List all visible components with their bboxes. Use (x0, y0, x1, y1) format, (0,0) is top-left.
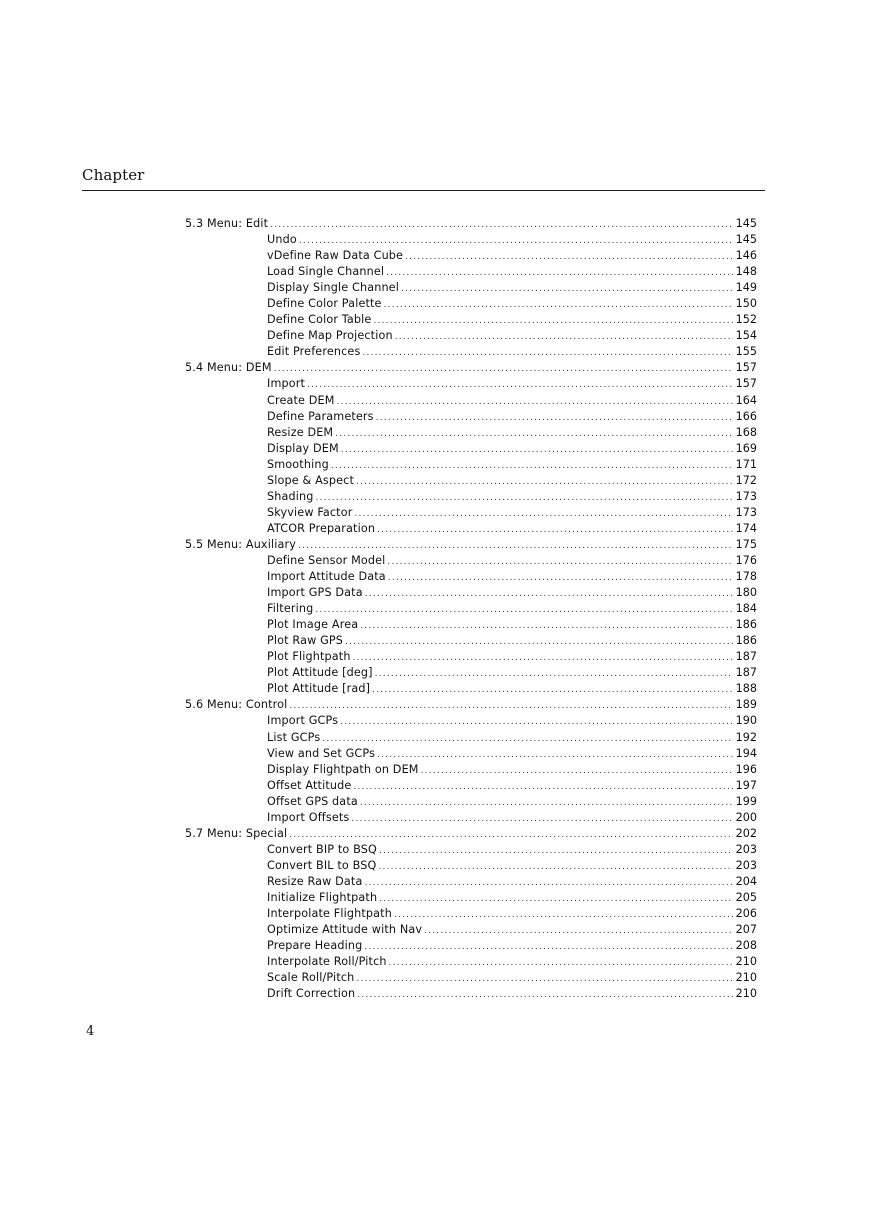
toc-entry-label: Resize Raw Data (267, 874, 363, 888)
toc-subentry (185, 505, 757, 521)
toc-page-number: 180 (735, 586, 757, 600)
toc-page-number: 169 (735, 441, 757, 455)
toc-entry-label: Drift Correction (267, 987, 356, 1001)
toc-entry-label: Plot Flightpath (267, 650, 351, 664)
toc-entry-label: Import Attitude Data (267, 570, 386, 584)
toc-page-number: 203 (735, 842, 757, 856)
toc-entry-label: Smoothing (267, 457, 329, 471)
dot-leader (421, 763, 733, 779)
toc-subentry (185, 730, 757, 746)
dot-leader (353, 650, 733, 666)
toc-page-number: 202 (735, 826, 757, 840)
toc-page-number: 199 (735, 794, 757, 808)
toc-entry-label: Display Flightpath on DEM (267, 762, 419, 776)
dot-leader (315, 602, 733, 618)
toc-page-number: 210 (735, 955, 757, 969)
toc-page-number: 194 (735, 746, 757, 760)
dot-leader (360, 795, 733, 811)
toc-page-number: 172 (735, 473, 757, 487)
toc-entry-label: Initialize Flightpath (267, 890, 378, 904)
toc-entry-label: 5.4 Menu: DEM (185, 361, 272, 375)
toc-subentry (185, 393, 757, 409)
toc-page-number: 146 (735, 249, 757, 263)
dot-leader (394, 907, 733, 923)
toc-subentry (185, 938, 757, 954)
running-header: Chapter (82, 166, 145, 184)
toc-entry-label: Undo (267, 233, 297, 247)
toc-entry-label: Shading (267, 489, 314, 503)
dot-leader (270, 217, 733, 233)
toc-page-number: 186 (735, 618, 757, 632)
toc-subentry (185, 376, 757, 392)
toc-subentry (185, 264, 757, 280)
toc-entry-label: vDefine Raw Data Cube (267, 249, 404, 263)
toc-entry-label: Define Color Table (267, 313, 372, 327)
toc-entry-label: Interpolate Flightpath (267, 907, 392, 921)
toc-entry-label: Prepare Heading (267, 939, 363, 953)
toc-subentry (185, 248, 757, 264)
toc-subentry (185, 457, 757, 473)
dot-leader (379, 891, 733, 907)
dot-leader (274, 361, 733, 377)
dot-leader (354, 506, 733, 522)
dot-leader (364, 939, 733, 955)
toc-page-number: 154 (735, 329, 757, 343)
dot-leader (389, 955, 733, 971)
toc-subentry (185, 569, 757, 585)
toc-entry-label: ATCOR Preparation (267, 521, 376, 535)
dot-leader (289, 827, 733, 843)
toc-page-number: 171 (735, 457, 757, 471)
toc-page-number: 174 (735, 521, 757, 535)
dot-leader (424, 923, 733, 939)
toc-page-number: 164 (735, 393, 757, 407)
toc-subentry (185, 312, 757, 328)
toc-entry-label: Filtering (267, 602, 314, 616)
dot-leader (377, 747, 733, 763)
toc-subentry (185, 890, 757, 906)
toc-page-number: 187 (735, 666, 757, 680)
toc-entry-label: Offset GPS data (267, 794, 358, 808)
toc-page-number: 155 (735, 345, 757, 359)
toc-page-number: 208 (735, 939, 757, 953)
toc-entry-label: Optimize Attitude with Nav (267, 923, 423, 937)
dot-leader (387, 554, 733, 570)
dot-leader (322, 731, 733, 747)
toc-entry-label: Plot Attitude [deg] (267, 666, 373, 680)
toc-subentry (185, 794, 757, 810)
toc-subentry (185, 842, 757, 858)
dot-leader (357, 987, 733, 1003)
dot-leader (364, 875, 733, 891)
toc-subentry (185, 681, 757, 697)
toc-subentry (185, 328, 757, 344)
toc-subentry (185, 425, 757, 441)
dot-leader (375, 666, 733, 682)
page-number: 4 (86, 1024, 95, 1039)
dot-leader (337, 394, 733, 410)
dot-leader (372, 682, 733, 698)
dot-leader (307, 377, 733, 393)
dot-leader (335, 426, 733, 442)
toc-entry-label: Import GCPs (267, 714, 339, 728)
toc-subentry (185, 489, 757, 505)
toc-section-entry (185, 360, 757, 376)
toc-page-number: 175 (735, 537, 757, 551)
dot-leader (345, 634, 733, 650)
toc-subentry (185, 553, 757, 569)
dot-leader (356, 971, 733, 987)
dot-leader (388, 570, 733, 586)
toc-page-number: 166 (735, 409, 757, 423)
toc-page-number: 189 (735, 698, 757, 712)
toc-page-number: 203 (735, 858, 757, 872)
toc-subentry (185, 986, 757, 1002)
dot-leader (373, 313, 733, 329)
toc-page-number: 192 (735, 730, 757, 744)
toc-entry-label: Import GPS Data (267, 586, 363, 600)
dot-leader (365, 586, 733, 602)
toc-page-number: 157 (735, 377, 757, 391)
dot-leader (289, 698, 733, 714)
toc-page-number: 145 (735, 217, 757, 230)
toc-section-entry (185, 826, 757, 842)
toc-subentry (185, 746, 757, 762)
toc-page-number: 176 (735, 553, 757, 567)
toc-entry-label: Define Map Projection (267, 329, 393, 343)
dot-leader (376, 410, 733, 426)
dot-leader (298, 538, 733, 554)
toc-subentry (185, 344, 757, 360)
toc-subentry (185, 585, 757, 601)
toc-subentry (185, 762, 757, 778)
toc-entry-label: Resize DEM (267, 425, 334, 439)
toc-entry-label: Skyview Factor (267, 505, 353, 519)
toc-page-number: 210 (735, 971, 757, 985)
dot-leader (353, 779, 733, 795)
toc-subentry (185, 473, 757, 489)
toc-subentry (185, 649, 757, 665)
toc-subentry (185, 874, 757, 890)
toc-subentry (185, 665, 757, 681)
toc-page-number: 173 (735, 489, 757, 503)
toc-page-number: 157 (735, 361, 757, 375)
toc-subentry (185, 922, 757, 938)
toc-section-entry (185, 216, 757, 232)
toc-section-entry (185, 537, 757, 553)
toc-entry-label: Import Offsets (267, 810, 350, 824)
dot-leader (360, 618, 733, 634)
toc-entry-label: Interpolate Roll/Pitch (267, 955, 387, 969)
toc-entry-label: Import (267, 377, 306, 391)
toc-entry-label: Display Single Channel (267, 281, 399, 295)
toc-subentry (185, 778, 757, 794)
toc-entry-label: View and Set GCPs (267, 746, 376, 760)
toc-page-number: 188 (735, 682, 757, 696)
dot-leader (386, 265, 733, 281)
toc-entry-label: Load Single Channel (267, 265, 385, 279)
toc-page-number: 206 (735, 907, 757, 921)
toc-subentry (185, 970, 757, 986)
toc-subentry (185, 617, 757, 633)
dot-leader (351, 811, 733, 827)
toc-page-number: 200 (735, 810, 757, 824)
toc-entry-label: List GCPs (267, 730, 321, 744)
dot-leader (331, 458, 733, 474)
toc-subentry (185, 954, 757, 970)
toc-subentry (185, 409, 757, 425)
dot-leader (405, 249, 733, 265)
dot-leader (384, 297, 733, 313)
toc-page-number: 152 (735, 313, 757, 327)
dot-leader (340, 714, 733, 730)
toc-page-number: 178 (735, 570, 757, 584)
toc-entry-label: Slope & Aspect (267, 473, 354, 487)
toc-page-number: 145 (735, 233, 757, 247)
toc-page-number: 184 (735, 602, 757, 616)
toc-subentry (185, 810, 757, 826)
dot-leader (316, 490, 734, 506)
toc-entry-label: Convert BIP to BSQ (267, 842, 377, 856)
toc-page-number: 210 (735, 987, 757, 1001)
dot-leader (378, 859, 733, 875)
dot-leader (377, 522, 733, 538)
toc-entry-label: 5.5 Menu: Auxiliary (185, 537, 297, 551)
toc-entry-label: Edit Preferences (267, 345, 361, 359)
toc-page-number: 204 (735, 874, 757, 888)
toc-page-number: 148 (735, 265, 757, 279)
dot-leader (299, 233, 733, 249)
toc-subentry (185, 713, 757, 729)
toc-entry-label: 5.6 Menu: Control (185, 698, 288, 712)
dot-leader (379, 843, 733, 859)
toc-page-number: 187 (735, 650, 757, 664)
toc-subentry (185, 601, 757, 617)
toc-subentry (185, 906, 757, 922)
toc-subentry (185, 280, 757, 296)
toc-entry-label: Scale Roll/Pitch (267, 971, 355, 985)
toc-subentry (185, 521, 757, 537)
dot-leader (362, 345, 733, 361)
toc-page-number: 207 (735, 923, 757, 937)
toc-page-number: 168 (735, 425, 757, 439)
toc-entry-label: Plot Raw GPS (267, 634, 344, 648)
toc-entry-label: Plot Attitude [rad] (267, 682, 371, 696)
toc-page-number: 205 (735, 890, 757, 904)
toc-entry-label: Plot Image Area (267, 618, 359, 632)
toc-subentry (185, 633, 757, 649)
toc-entry-label: Convert BIL to BSQ (267, 858, 377, 872)
toc-page-number: 186 (735, 634, 757, 648)
toc-page-number: 150 (735, 297, 757, 311)
toc-page-number: 173 (735, 505, 757, 519)
dot-leader (401, 281, 733, 297)
toc-entry-label: Offset Attitude (267, 778, 352, 792)
toc-entry-label: Create DEM (267, 393, 335, 407)
toc-subentry (185, 858, 757, 874)
toc-subentry (185, 441, 757, 457)
toc-entry-label: Display DEM (267, 441, 339, 455)
toc-page-number: 196 (735, 762, 757, 776)
dot-leader (341, 442, 733, 458)
toc-page-number: 197 (735, 778, 757, 792)
dot-leader (395, 329, 733, 345)
toc-section-entry (185, 697, 757, 713)
toc-page-number: 190 (735, 714, 757, 728)
dot-leader (356, 474, 733, 490)
toc-entry-label: Define Sensor Model (267, 553, 386, 567)
header-rule (82, 190, 765, 191)
toc-page-number: 149 (735, 281, 757, 295)
toc-subentry (185, 296, 757, 312)
toc-entry-label: Define Parameters (267, 409, 374, 423)
toc-entry-label: 5.3 Menu: Edit (185, 217, 269, 230)
toc-entry-label: Define Color Palette (267, 297, 382, 311)
toc-entry-label: 5.7 Menu: Special (185, 826, 288, 840)
table-of-contents (185, 216, 757, 1002)
toc-subentry (185, 232, 757, 248)
